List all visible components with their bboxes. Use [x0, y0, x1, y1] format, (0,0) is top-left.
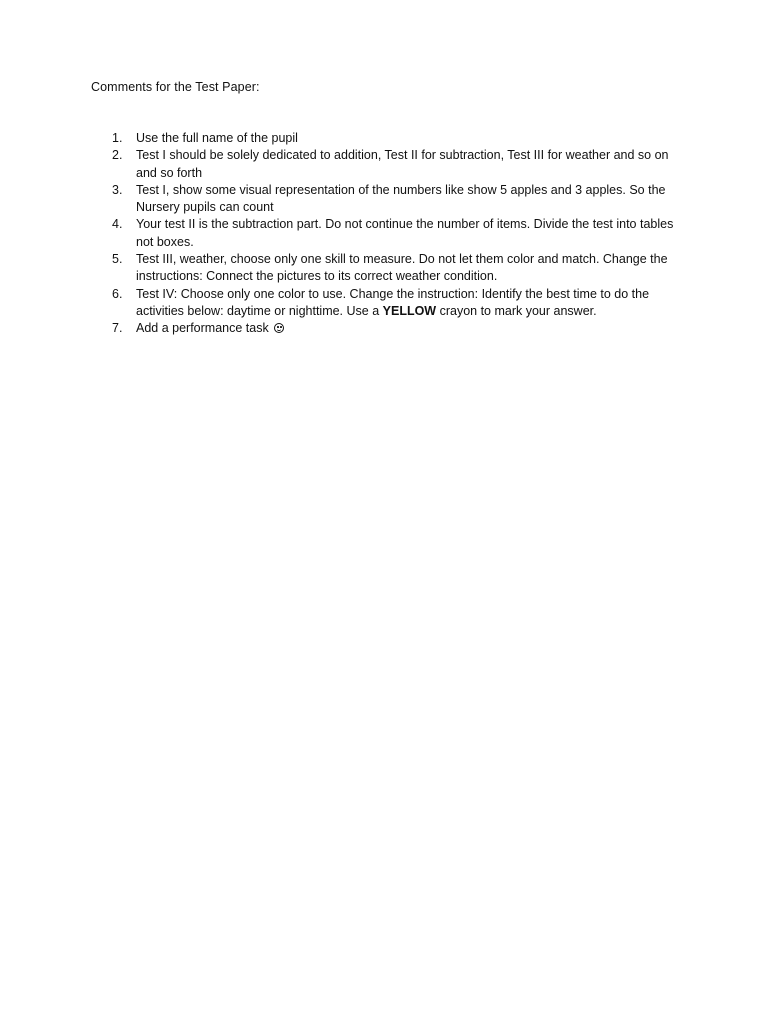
item-number: 2. — [112, 148, 123, 163]
item-number: 4. — [112, 217, 123, 232]
list-item — [112, 320, 692, 337]
list-item — [112, 286, 692, 321]
item-number: 6. — [112, 286, 123, 301]
item-number: 7. — [112, 321, 123, 336]
item-text-part: Test IV: Choose only one color to use. Change the instruction: Identify the best time to do the activities below: daytime or nighttime. Use a — [136, 286, 650, 318]
item-text: Test I should be solely dedicated to addition, Test II for subtraction, Test III for weather and so on and so forth — [136, 148, 669, 180]
list-item — [112, 147, 692, 182]
smiley-face-icon — [274, 323, 284, 333]
item-text: Your test II is the subtraction part. Do not continue the number of items. Divide the test into tables not boxes. — [136, 217, 674, 249]
item-number: 5. — [112, 252, 123, 267]
item-number: 1. — [112, 131, 123, 145]
list-item — [112, 130, 692, 147]
item-text-part: Add a performance task — [136, 321, 269, 336]
list-item — [112, 251, 692, 286]
document-heading: Comments for the Test Paper: — [91, 80, 260, 94]
yellow-emphasis: YELLOW — [382, 303, 437, 318]
list-item — [112, 182, 692, 217]
list-item — [112, 216, 692, 251]
item-number: 3. — [112, 182, 123, 197]
item-text: Test I, show some visual representation of the numbers like show 5 apples and 3 apples. So the Nursery pupils can count — [136, 182, 666, 215]
item-text-part: crayon to mark your answer. — [436, 303, 597, 318]
item-text: Use the full name of the pupil — [136, 131, 298, 145]
item-text — [136, 286, 692, 321]
item-text: Test III, weather, choose only one skill to measure. Do not let them color and match. Change the instructions: Connect the pictures to its correct weather condition. — [136, 252, 668, 284]
item-text — [136, 320, 692, 337]
comments-list — [112, 130, 692, 338]
